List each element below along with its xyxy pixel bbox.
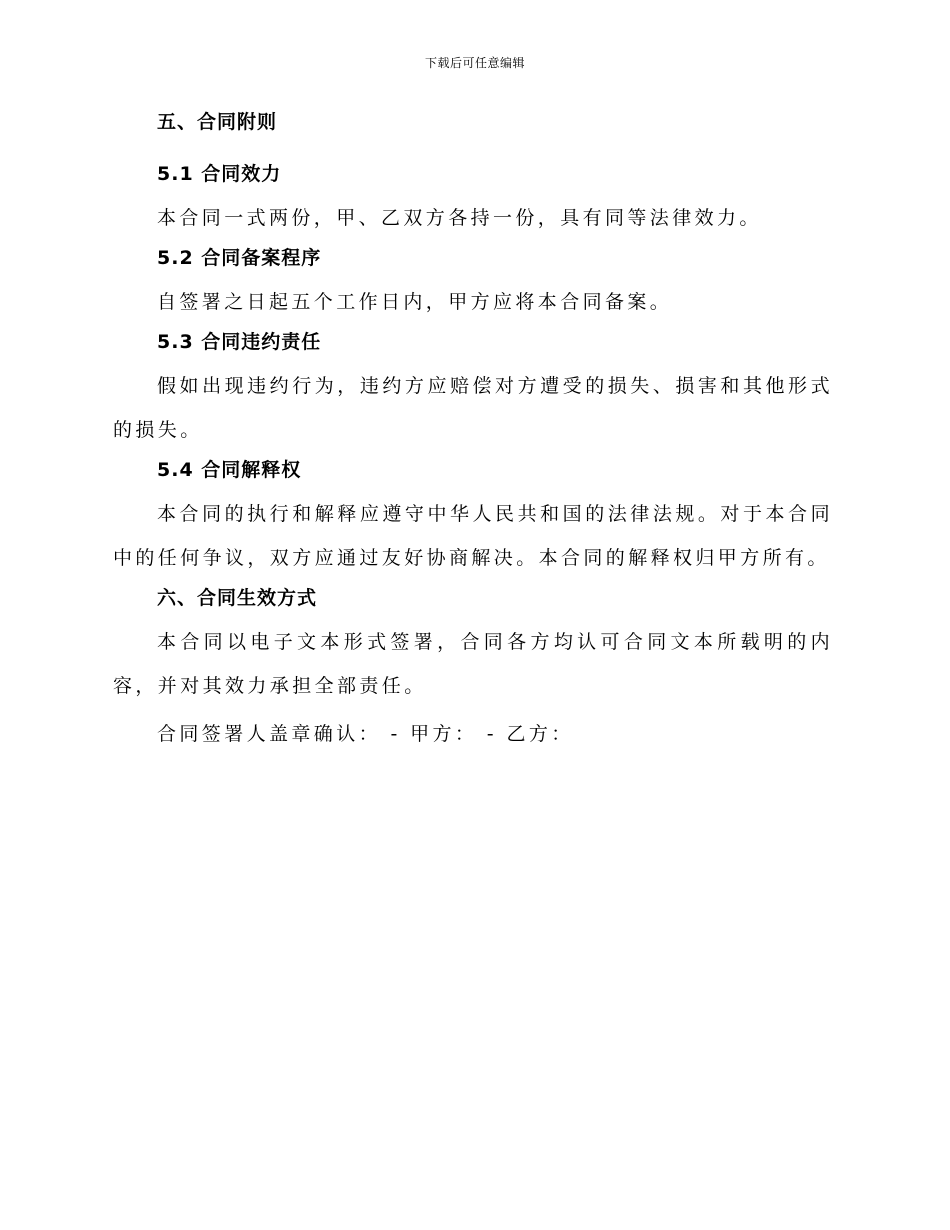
section-text-5-3: 假如出现违约行为，违约方应赔偿对方遭受的损失、损害和其他形式的损失。	[113, 375, 833, 441]
section-title-5-3: 5.3 合同违约责任	[157, 331, 322, 353]
section-text-5-4: 本合同的执行和解释应遵守中华人民共和国的法律法规。对于本合同中的任何争议，双方应通过友好协商解决。本合同的解释权归甲方所有。	[113, 503, 833, 569]
document-body	[113, 108, 833, 756]
signature-line: 合同签署人盖章确认： - 甲方： - 乙方：	[157, 723, 574, 745]
section-title-5: 五、合同附则	[157, 111, 278, 133]
section-text-5-2: 自签署之日起五个工作日内，甲方应将本合同备案。	[157, 291, 673, 313]
section-title-5-2: 5.2 合同备案程序	[157, 247, 322, 269]
section-title-5-1: 5.1 合同效力	[157, 163, 282, 185]
section-title-6: 六、合同生效方式	[157, 587, 318, 609]
section-title-5-4: 5.4 合同解释权	[157, 459, 302, 481]
page-header: 下载后可任意编辑	[424, 56, 525, 70]
section-text-6: 本合同以电子文本形式签署，合同各方均认可合同文本所载明的内容，并对其效力承担全部责任。	[113, 631, 833, 697]
section-text-5-1: 本合同一式两份，甲、乙双方各持一份，具有同等法律效力。	[157, 207, 762, 229]
